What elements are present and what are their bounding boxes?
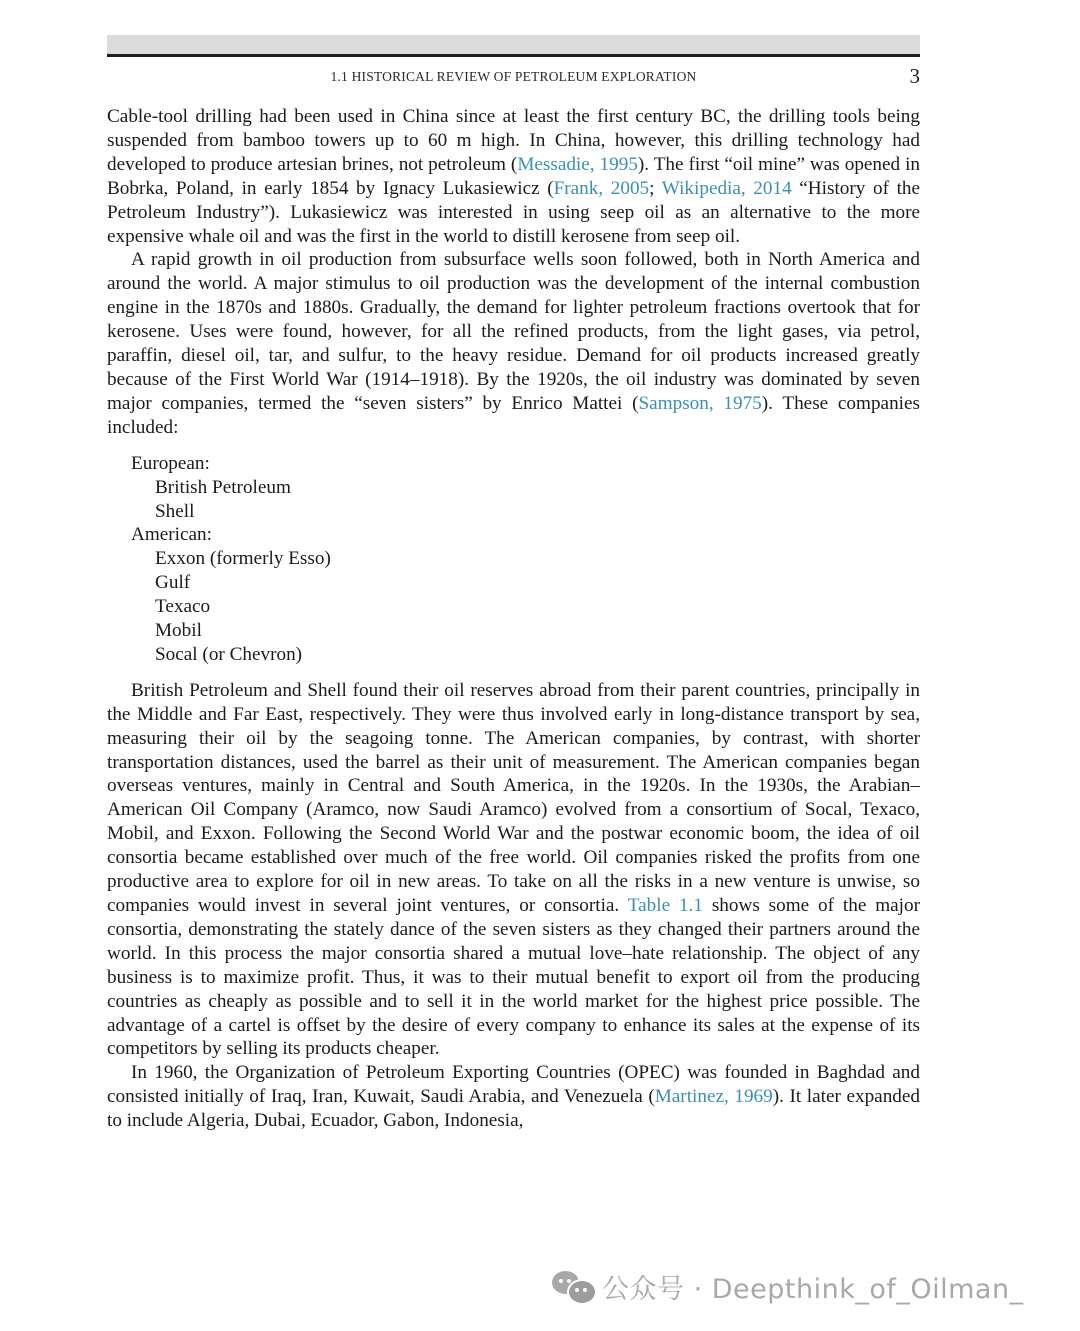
text-run: British Petroleum and Shell found their oil reserves abroad from their parent countries, principally in the Middle and Far East, respectively. They were thus involved early in long-distance transport by sea, measuring their oil by the seagoing tonne. The American companies, by contrast, with shorter transportation distances, used the barrel as their unit of measurement. The American companies began overseas ventures, mainly in Central and South America, in the 1920s. In the 1930s, the Arabian–American Oil Company (Aramco, now Saudi Aramco) evolved from a consortium of Socal, Texaco, Mobil, and Exxon. Following the Second World War and the postwar economic boom, the idea of oil consortia became established over much of the free world. Oil companies risked the profits from one productive area to explore for oil in new areas. To take on all the risks in a new venture is unwise, so companies would invest in several joint ventures, or consortia. <box>107 679 920 916</box>
list-item: Socal (or Chevron) <box>155 643 303 665</box>
watermark <box>552 1266 1024 1306</box>
text-run: In 1960, the Organization of Petroleum Exporting Countries (OPEC) was founded in Baghdad and consisted initially of Iraq, Iran, Kuwait, Saudi Arabia, and Venezuela ( <box>107 1062 920 1108</box>
text-run: “History of the Petroleum Industry”). Lukasiewicz was interested in using seep oil as an alternative to the more expensive whale oil and was the first in the world to distill kerosene from seep oil. <box>107 177 921 247</box>
wechat-icon <box>552 1269 594 1303</box>
header-rule <box>107 54 920 57</box>
watermark-text: 公众号 · Deepthink_of_Oilman_ <box>602 1273 1024 1305</box>
table-reference-1-1[interactable]: Table 1.1 <box>627 895 703 916</box>
text-run: ). These companies included: <box>107 392 920 438</box>
text-run: Cable-tool drilling had been used in China since at least the first century BC, the drilling tools being suspended from bamboo towers up to 60 m high. In China, however, this drilling technology had developed to produce artesian brines, not petroleum ( <box>107 106 920 175</box>
text-run: ). The first “oil mine” was opened in Bobrka, Poland, in early 1854 by Ignacy Lukasiewicz ( <box>107 153 921 199</box>
text-run: A rapid growth in oil production from subsurface wells soon followed, both in North America and around the world. A major stimulus to oil production was the development of the internal combustion engine in the 1870s and 1880s. Gradually, the demand for lighter petroleum fractions overtook that for kerosene. Uses were found, however, for all the refined products, from the light gases, via petrol, paraffin, diesel oil, tar, and sulfur, to the heavy residue. Demand for oil products increased greatly because of the First World War (1914–1918). By the 1920s, the oil industry was dominated by seven major companies, termed the “seven sisters” by Enrico Mattei ( <box>107 249 920 414</box>
list-item: Texaco <box>155 596 211 618</box>
citation-messadie-1995[interactable]: Messadie, 1995 <box>517 153 638 175</box>
list-item: Exxon (formerly Esso) <box>155 548 331 570</box>
citation-sampson-1975[interactable]: Sampson, 1975 <box>638 392 762 414</box>
citation-martinez-1969[interactable]: Martinez, 1969 <box>654 1086 773 1108</box>
text-run: ; <box>649 177 662 199</box>
body-text <box>107 105 920 1133</box>
list-item: British Petroleum <box>155 476 291 498</box>
paragraph-rapid-growth <box>107 248 920 439</box>
running-head <box>107 66 920 90</box>
paragraph-cable-tool-drilling <box>107 105 920 248</box>
list-item: Mobil <box>155 620 202 642</box>
paragraph-opec <box>107 1061 920 1133</box>
list-group-european: European: <box>131 452 210 474</box>
page-number: 3 <box>909 64 920 88</box>
text-run: shows some of the major consortia, demonstrating the stately dance of the seven sisters as they changed their partners around the world. In this process the major consortia shared a mutual love–hate relationship. The object of any business is to maximize profit. Thus, it was to their mutual benefit to export oil from the producing countries as cheaply as possible and to sell it in the world market for the highest price possible. The advantage of a cartel is offset by the desire of every company to enhance its sales at the expense of its competitors by selling its products cheaper. <box>107 895 920 1060</box>
seven-sisters-list <box>131 452 920 667</box>
paragraph-bp-and-shell <box>107 679 920 1062</box>
text-run: ). It later expanded to include Algeria, Dubai, Ecuador, Gabon, Indonesia, <box>107 1086 920 1132</box>
header-bar <box>107 35 920 54</box>
list-item: Gulf <box>155 572 191 594</box>
running-title: 1.1 HISTORICAL REVIEW OF PETROLEUM EXPLORATION <box>330 69 697 84</box>
citation-wikipedia-2014[interactable]: Wikipedia, 2014 <box>661 177 792 199</box>
citation-frank-2005[interactable]: Frank, 2005 <box>553 177 650 199</box>
list-item: Shell <box>155 500 195 522</box>
list-group-american: American: <box>131 524 212 546</box>
